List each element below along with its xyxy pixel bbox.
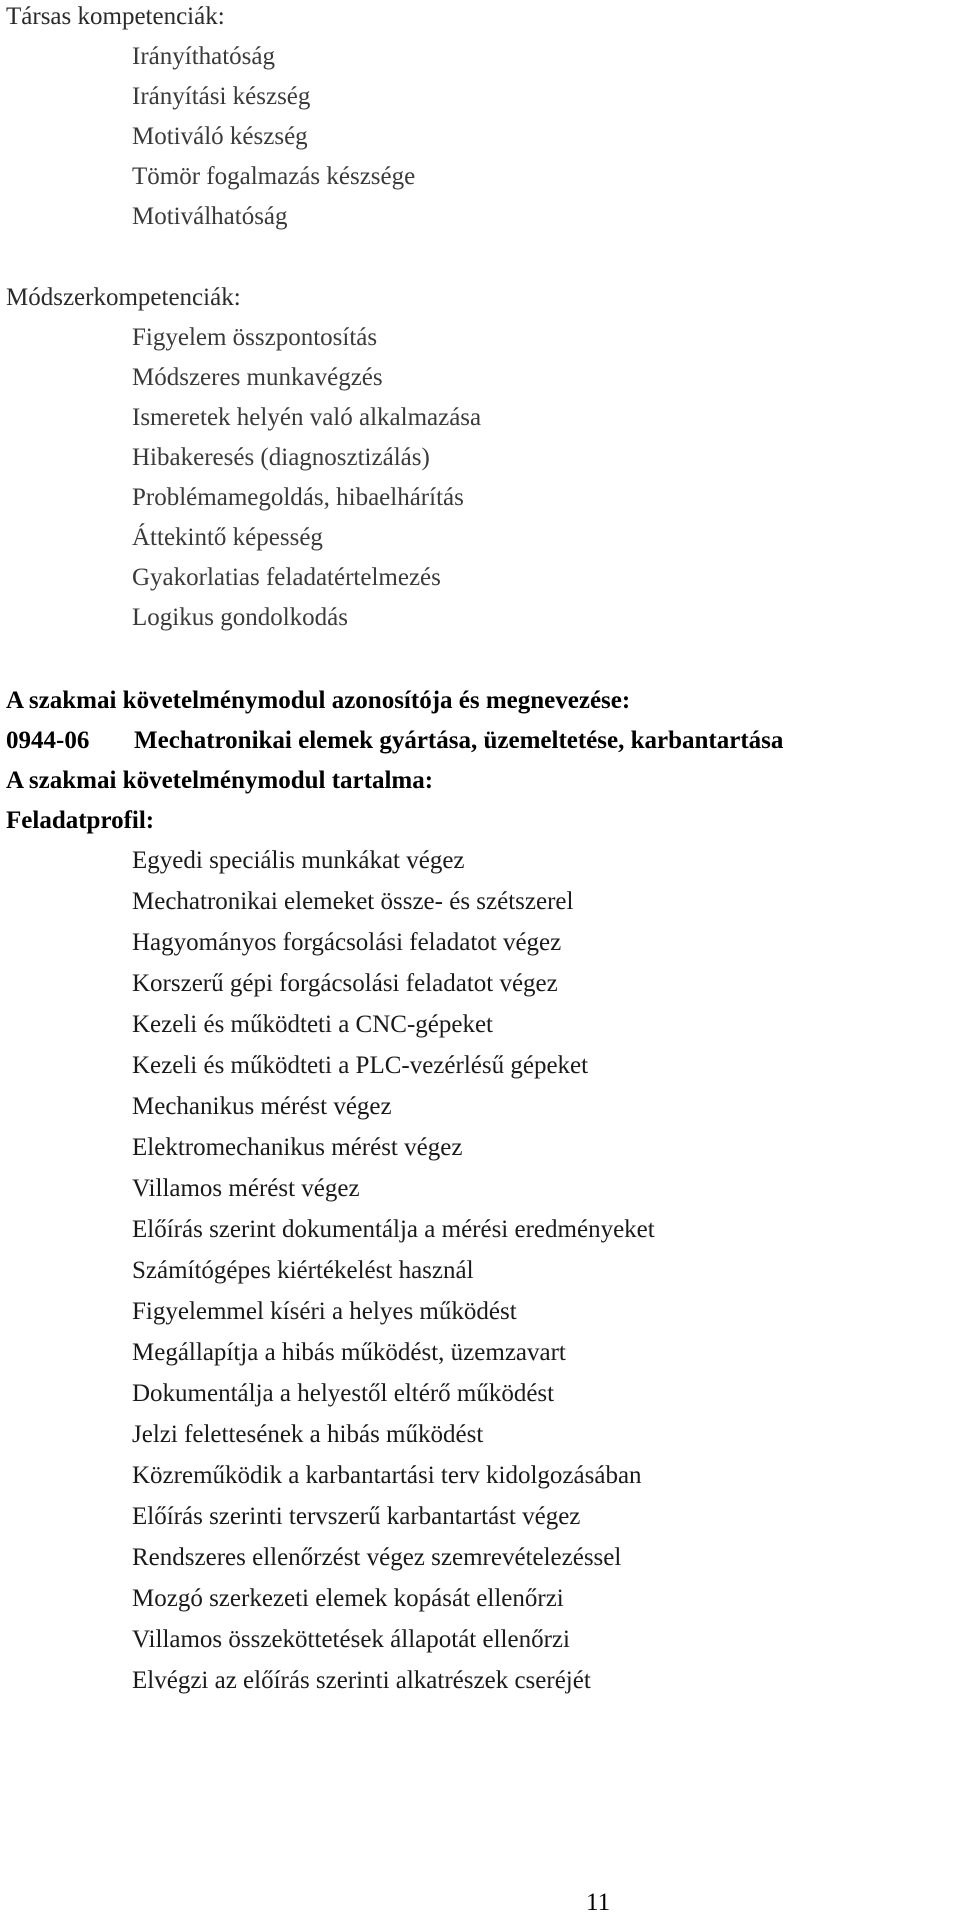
- social-item: Tömör fogalmazás készsége: [132, 163, 416, 190]
- profile-item: Kezeli és működteti a CNC-gépeket: [132, 1011, 493, 1038]
- profile-item: Dokumentálja a helyestől eltérő működést: [132, 1380, 555, 1407]
- profile-item: Előírás szerinti tervszerű karbantartást végez: [132, 1503, 581, 1530]
- method-item: Ismeretek helyén való alkalmazása: [132, 404, 482, 431]
- profile-item: Megállapítja a hibás működést, üzemzavart: [132, 1339, 566, 1366]
- module-content-heading: A szakmai követelménymodul tartalma:: [6, 767, 434, 794]
- profile-item: Egyedi speciális munkákat végez: [132, 847, 465, 874]
- social-item: Motiváló készség: [132, 123, 308, 150]
- profile-item: Hagyományos forgácsolási feladatot végez: [132, 929, 562, 956]
- profile-item: Rendszeres ellenőrzést végez szemrevételezéssel: [132, 1544, 622, 1571]
- profile-item: Kezeli és működteti a PLC-vezérlésű gépeket: [132, 1052, 589, 1079]
- profile-item: Jelzi felettesének a hibás működést: [132, 1421, 484, 1448]
- social-competencies-label: Társas kompetenciák:: [6, 3, 225, 30]
- profile-item: Számítógépes kiértékelést használ: [132, 1257, 474, 1284]
- profile-item: Villamos mérést végez: [132, 1175, 360, 1202]
- profile-item: Közreműködik a karbantartási terv kidolgozásában: [132, 1462, 642, 1489]
- method-item: Figyelem összpontosítás: [132, 324, 378, 351]
- module-code-line: [6, 726, 783, 756]
- profile-item: Figyelemmel kíséri a helyes működést: [132, 1298, 517, 1325]
- page-number: 11: [586, 1889, 611, 1916]
- profile-item: Korszerű gépi forgácsolási feladatot végez: [132, 970, 558, 997]
- module-name: Mechatronikai elemek gyártása, üzemeltetése, karbantartása: [134, 727, 784, 754]
- method-item: Logikus gondolkodás: [132, 604, 348, 631]
- method-item: Hibakeresés (diagnosztizálás): [132, 444, 430, 471]
- social-item: Motiválhatóság: [132, 203, 288, 230]
- module-id-heading: A szakmai követelménymodul azonosítója és megnevezése:: [6, 687, 631, 714]
- profile-item: Mechanikus mérést végez: [132, 1093, 392, 1120]
- module-code: 0944-06: [6, 727, 90, 754]
- profile-item: Előírás szerint dokumentálja a mérési eredményeket: [132, 1216, 655, 1243]
- social-item: Irányíthatóság: [132, 43, 276, 70]
- method-item: Gyakorlatias feladatértelmezés: [132, 564, 441, 591]
- profile-item: Elektromechanikus mérést végez: [132, 1134, 463, 1161]
- profile-item: Mozgó szerkezeti elemek kopását ellenőrzi: [132, 1585, 564, 1612]
- profile-item: Mechatronikai elemeket össze- és szétszerel: [132, 888, 574, 915]
- method-competencies-label: Módszerkompetenciák:: [6, 284, 241, 311]
- social-item: Irányítási készség: [132, 83, 311, 110]
- method-item: Áttekintő képesség: [132, 524, 323, 551]
- profile-item: Villamos összeköttetések állapotát ellenőrzi: [132, 1626, 570, 1653]
- profile-item: Elvégzi az előírás szerinti alkatrészek cseréjét: [132, 1667, 591, 1694]
- method-item: Problémamegoldás, hibaelhárítás: [132, 484, 464, 511]
- method-item: Módszeres munkavégzés: [132, 364, 383, 391]
- profile-heading: Feladatprofil:: [6, 807, 155, 834]
